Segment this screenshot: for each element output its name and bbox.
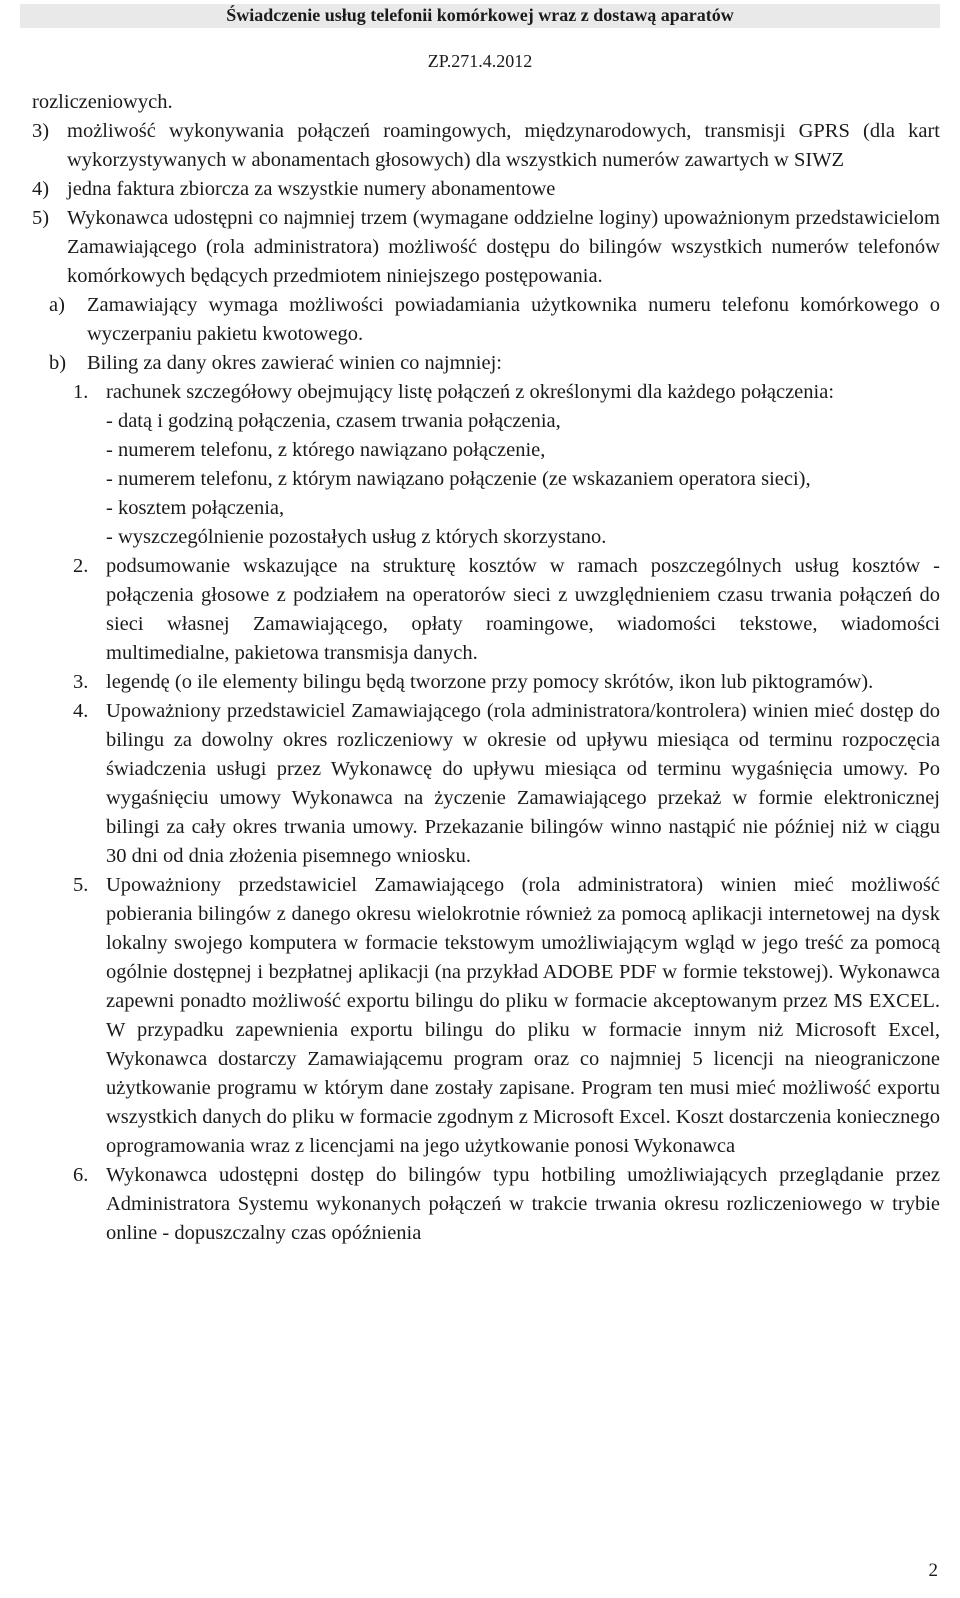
list-item-3: [32, 117, 940, 175]
list-text: podsumowanie wskazujące na strukturę kosztów w ramach poszczególnych usług kosztów - połączenia głosowe z podziałem na operatorów sieci z uwzględnieniem czasu trwania połączeń do sieci własnej Zamawiającego, opłaty roamingowe, wiadomości tekstowe, wiadomości multimedialne, pakietowa transmisja danych.: [106, 555, 940, 664]
list-text: Upoważniony przedstawiciel Zamawiającego (rola administratora/kontrolera) winien mieć dostęp do bilingu za dowolny okres rozliczeniowy w okresie od upływu miesiąca od terminu rozpoczęcia świadczenia usługi przez Wykonawcę do upływu miesiąca od terminu wygaśnięcia umowy. Po wygaśnięciu umowy Wykonawca na życzenie Zamawiającego przekaż w formie elektronicznej bilingi za cały okres trwania umowy. Przekazanie bilingów winno nastąpić nie później niż w ciągu 30 dni od dnia złożenia pisemnego wniosku.: [106, 700, 940, 867]
list-text: Wykonawca udostępni dostęp do bilingów typu hotbiling umożliwiających przeglądanie przez Administratora Systemu wykonanych połączeń w trakcie trwania okresu rozliczeniowego w trybie online - dopuszczalny czas opóźnienia: [106, 1164, 940, 1244]
list-text: Zamawiający wymaga możliwości powiadamiania użytkownika numeru telefonu komórkowego o wyczerpaniu pakietu kwotowego.: [87, 294, 940, 345]
list-label: 4): [32, 178, 50, 200]
billing-item-3: [73, 668, 940, 697]
list-label: b): [49, 352, 67, 374]
list-label: 4.: [73, 700, 89, 722]
list-label: 2.: [73, 555, 89, 577]
document-reference: ZP.271.4.2012: [427, 51, 533, 71]
list-label: 3.: [73, 671, 89, 693]
detail-line: - numerem telefonu, z którego nawiązano połączenie,: [106, 439, 546, 461]
list-text: Upoważniony przedstawiciel Zamawiającego (rola administratora) winien mieć możliwość pobierania bilingów z danego okresu wielokrotnie również za pomocą aplikacji internetowej na dysk lokalny swojego komputera w formacie tekstowym umożliwiającym wgląd w jego treść za pomocą ogólnie dostępnej i bezpłatnej aplikacji (na przykład ADOBE PDF w formie tekstowej). Wykonawca zapewni ponadto możliwość exportu bilingu do pliku w formacie akceptowanym przez MS EXCEL. W przypadku zapewnienia exportu bilingu do pliku w formacie innym niż Microsoft Excel, Wykonawca dostarczy Zamawiającemu program oraz co najmniej 5 licencji na nieograniczone użytkowanie programu w którym dane zostały zapisane. Program ten musi mieć możliwość exportu wszystkich danych do pliku w formacie zgodnym z Microsoft Excel. Koszt dostarczenia koniecznego oprogramowania wraz z licencjami na jego użytkowanie ponosi Wykonawca: [106, 874, 940, 1157]
billing-item-2: [73, 552, 940, 668]
list-text: rachunek szczegółowy obejmujący listę połączeń z określonymi dla każdego połączenia:: [106, 381, 835, 403]
list-item-4: [32, 175, 940, 204]
list-label: 5.: [73, 874, 89, 896]
page-number: 2: [928, 1560, 938, 1581]
sub-item-b: [49, 349, 940, 378]
document-title: Świadczenie usług telefonii komórkowej wraz z dostawą aparatów: [226, 5, 734, 25]
detail-line: - wyszczególnienie pozostałych usług z których skorzystano.: [106, 526, 607, 548]
list-label: 6.: [73, 1164, 89, 1186]
document-body: [32, 88, 940, 1248]
sub-item-a: [49, 291, 940, 349]
detail-line: - numerem telefonu, z którym nawiązano połączenie (ze wskazaniem operatora sieci),: [106, 468, 811, 490]
list-label: a): [49, 294, 65, 316]
billing-item-4: [73, 697, 940, 871]
billing-item-1: [73, 378, 940, 552]
detail-line: - kosztem połączenia,: [106, 497, 285, 519]
list-text: Wykonawca udostępni co najmniej trzem (wymagane oddzielne loginy) upoważnionym przedstawicielom Zamawiającego (rola administratora) możliwość dostępu do bilingów wszystkich numerów telefonów komórkowych będących przedmiotem niniejszego postępowania.: [67, 207, 940, 287]
list-text: możliwość wykonywania połączeń roamingowych, międzynarodowych, transmisji GPRS (dla kart wykorzystywanych w abonamentach głosowych) dla wszystkich numerów zawartych w SIWZ: [67, 120, 940, 171]
list-text: legendę (o ile elementy bilingu będą tworzone przy pomocy skrótów, ikon lub piktogramów).: [106, 671, 874, 693]
billing-item-6: [73, 1161, 940, 1248]
detail-line: - datą i godziną połączenia, czasem trwania połączenia,: [106, 410, 561, 432]
list-label: 3): [32, 120, 50, 142]
list-text: Biling za dany okres zawierać winien co najmniej:: [87, 352, 502, 374]
list-item-5: [32, 204, 940, 291]
list-label: 5): [32, 207, 50, 229]
intro-text: rozliczeniowych.: [32, 91, 173, 113]
list-text: jedna faktura zbiorcza za wszystkie numery abonamentowe: [67, 178, 556, 200]
billing-item-5: [73, 871, 940, 1161]
list-label: 1.: [73, 381, 89, 403]
